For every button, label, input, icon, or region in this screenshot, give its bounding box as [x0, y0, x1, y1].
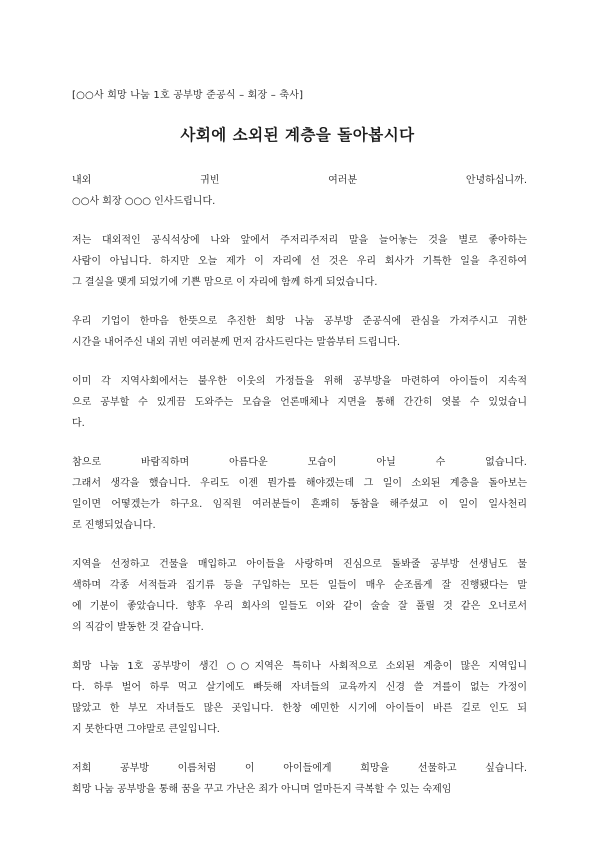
text-line: ○○사 회장 ○○○ 인사드립니다. — [72, 196, 216, 207]
text-line: 으로 공부할 수 있게끔 도와주는 모습을 언론매체나 지면을 통해 간간히 엿볼 수 있었습니 — [72, 397, 527, 408]
text-line: 희망 나눔 공부방을 통해 꿈을 꾸고 가난은 죄가 아니며 얼마든지 극복할 수 있는 숙제임 — [72, 784, 452, 795]
paragraph — [72, 758, 527, 800]
document-title: 사회에 소외된 계층을 돌아봅시다 — [180, 126, 415, 144]
text-line: 우리 기업이 한마음 한뜻으로 추진한 희망 나눔 공부방 준공식에 관심을 가져주시고 귀한 — [72, 316, 527, 327]
text-line: 참으로 바람직하며 아름다운 모습이 아닐 수 없습니다. — [72, 457, 527, 468]
text-line: 많았고 한 부모 자녀들도 많은 곳입니다. 한창 예민한 시기에 아이들이 바른 길로 인도 되 — [72, 703, 527, 714]
paragraph — [72, 554, 527, 638]
paragraph — [72, 311, 527, 353]
text-line: 시간을 내어주신 내외 귀빈 여러분께 먼저 감사드린다는 말씀부터 드립니다. — [72, 337, 401, 348]
paragraph — [72, 656, 527, 740]
text-line: 이미 각 지역사회에서는 불우한 이웃의 가정들을 위해 공부방을 마련하여 아이들이 지속적 — [72, 376, 527, 387]
paragraph — [72, 230, 527, 293]
text-line: 희망 나눔 1호 공부방이 생긴 ○○지역은 특히나 사회적으로 소외된 계층이 많은 지역입니 — [72, 661, 527, 672]
text-line: 내외 귀빈 여러분 안녕하십니까. — [72, 175, 527, 186]
text-line: 로 진행되었습니다. — [72, 520, 156, 531]
text-line: 에 기분이 좋았습니다. 향후 우리 회사의 일들도 이와 같이 술술 잘 풀릴 것 같은 오너로서 — [72, 601, 527, 612]
document-body — [72, 170, 527, 818]
text-line: 지역을 선정하고 건물을 매입하고 아이들을 사랑하며 진심으로 돌봐줄 공부방 선생님도 물 — [72, 559, 527, 570]
paragraph — [72, 452, 527, 536]
text-line: 그래서 생각을 했습니다. 우리도 이젠 뭔가를 해야겠는데 그 일이 소외된 계층을 돌아보는 — [72, 478, 527, 489]
paragraph — [72, 371, 527, 434]
text-line: 그 결실을 맺게 되었기에 기쁜 맘으로 이 자리에 함께 하게 되었습니다. — [72, 277, 378, 288]
text-line: 의 직감이 발동한 것 같습니다. — [72, 622, 204, 633]
document-header: [○○사 희망 나눔 1호 공부방 준공식 – 회장 – 축사] — [72, 90, 304, 101]
text-line: 일이면 어떻겠는가 하구요. 임직원 여러분들이 흔쾌히 동참을 해주셨고 이 일이 일사천리 — [72, 499, 527, 510]
text-line: 저는 대외적인 공식석상에 나와 앞에서 주저리주저리 말을 늘어놓는 것을 별로 좋아하는 — [72, 235, 527, 246]
text-line: 다. — [72, 418, 85, 429]
text-line: 색하며 각종 서적들과 집기류 등을 구입하는 모든 일들이 매우 순조롭게 잘 진행됐다는 말 — [72, 580, 527, 591]
text-line: 저희 공부방 이름처럼 이 아이들에게 희망을 선물하고 싶습니다. — [72, 763, 527, 774]
text-line: 지 못한다면 그야말로 큰일입니다. — [72, 724, 220, 735]
paragraph — [72, 170, 527, 212]
text-line: 사람이 아닙니다. 하지만 오늘 제가 이 자리에 선 것은 우리 회사가 기특한 일을 추진하여 — [72, 256, 527, 267]
text-line: 다. 하루 벌어 하루 먹고 살기에도 빠듯해 자녀들의 교육까지 신경 쓸 겨를이 없는 가정이 — [72, 682, 527, 693]
